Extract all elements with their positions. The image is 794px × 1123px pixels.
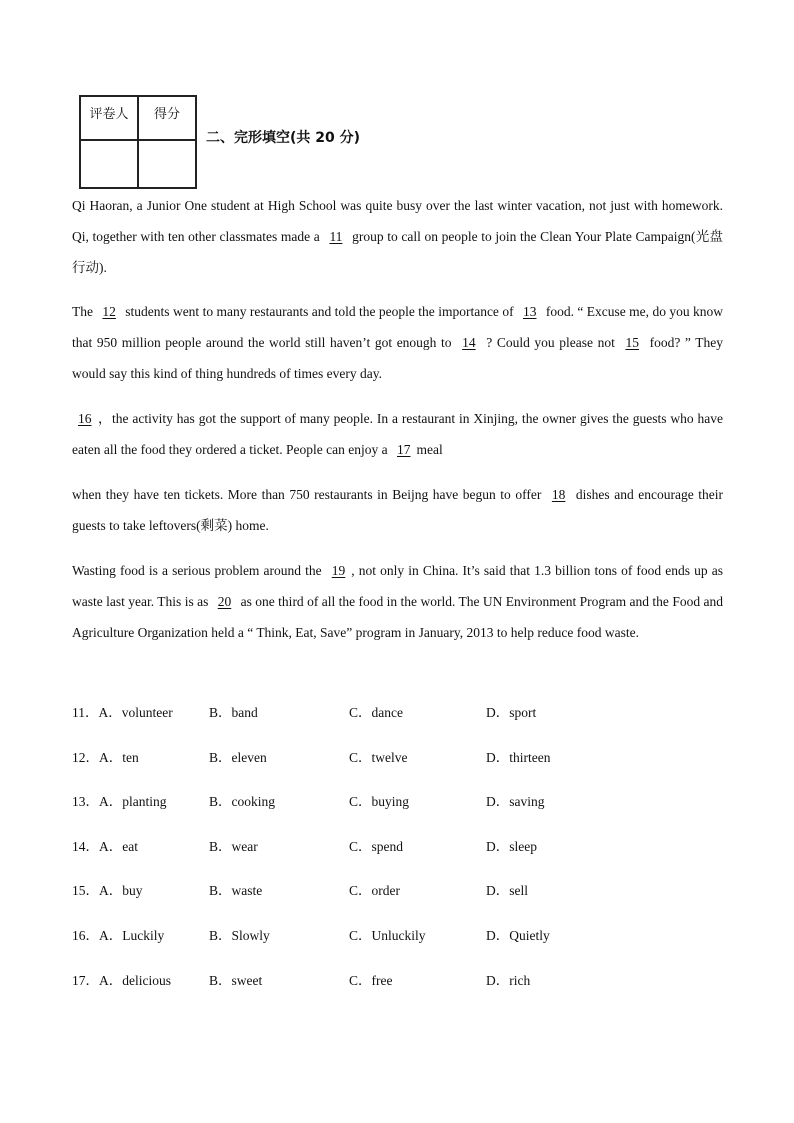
passage-text: food. “ Excuse me, do you know that 950 million people around the world still haven’t got enough to	[72, 304, 723, 350]
passage-text: , not only in China. It’s said that 1.3 billion tons of food ends up as waste last year. This is as	[72, 563, 723, 609]
blank-12[interactable]: 12	[102, 304, 116, 319]
question-options	[72, 697, 723, 1009]
option-d[interactable]: D．Quietly	[486, 927, 550, 943]
option-d[interactable]: D．sport	[486, 705, 537, 720]
question-option-group	[72, 835, 138, 855]
option-b[interactable]: B．Slowly	[209, 927, 270, 943]
question-option-group	[72, 924, 164, 944]
option-c[interactable]: C．free	[349, 972, 393, 988]
question-number: 13．	[72, 794, 99, 810]
passage-text: as one third of all the food in the world. The UN Environment Program and the Food and Agriculture Organization held a “ Think, Eat, Save” program in January, 2013 to help reduce food waste.	[72, 594, 723, 640]
passage-text: Wasting food is a serious problem around the	[72, 563, 326, 578]
passage-paragraph	[72, 479, 723, 541]
passage-text: when they have ten tickets. More than 750 restaurants in Beijng have begun to offer	[72, 487, 546, 502]
blank-20[interactable]: 20	[217, 594, 232, 609]
option-c[interactable]: C．order	[349, 883, 400, 899]
question-number: 17．	[72, 972, 99, 988]
question-row	[72, 831, 723, 876]
blank-16[interactable]: 16	[78, 411, 92, 426]
blank-19[interactable]: 19	[331, 563, 346, 578]
option-d[interactable]: D．sell	[486, 883, 528, 899]
question-row	[72, 965, 723, 1010]
question-row	[72, 742, 723, 787]
passage-text: students went to many restaurants and told the people the importance of	[121, 304, 517, 319]
option-a[interactable]: A．volunteer	[98, 705, 173, 720]
option-c[interactable]: C．dance	[349, 705, 403, 720]
passage-paragraph	[72, 555, 723, 648]
blank-17[interactable]: 17	[397, 442, 411, 457]
passage-text: ，the activity has got the support of many people. In a restaurant in Xinjing, the owner gives the guests who have eaten all the food they ordered a ticket. People can enjoy a	[72, 411, 723, 457]
question-number: 12．	[72, 749, 99, 765]
question-option-group	[72, 969, 171, 989]
option-c[interactable]: C．spend	[349, 838, 403, 854]
question-option-group	[72, 701, 173, 721]
option-b[interactable]: B．waste	[209, 883, 263, 899]
option-a[interactable]: A．delicious	[99, 972, 171, 988]
passage-text: ? Could you please not	[481, 335, 620, 350]
option-a[interactable]: A．planting	[99, 794, 167, 810]
passage-text: food? ” They would say this kind of thing hundreds of times every day.	[72, 335, 723, 381]
question-row	[72, 920, 723, 965]
passage-paragraph	[72, 190, 723, 283]
option-d[interactable]: D．sleep	[486, 838, 537, 854]
score-box	[79, 95, 197, 189]
option-d[interactable]: D．saving	[486, 794, 545, 810]
blank-15[interactable]: 15	[625, 335, 639, 350]
question-row	[72, 786, 723, 831]
question-option-group	[72, 879, 143, 899]
question-number: 15．	[72, 883, 99, 899]
option-a[interactable]: A．buy	[99, 883, 143, 899]
passage-text: The	[72, 304, 97, 319]
passage-text: group to call on people to join the Clean Your Plate Campaign(光盘行动).	[72, 229, 723, 275]
question-option-group	[72, 790, 167, 810]
grader-cell[interactable]	[80, 140, 138, 188]
passage-paragraph	[72, 296, 723, 389]
passage-paragraph	[72, 403, 723, 465]
option-c[interactable]: C．buying	[349, 794, 410, 810]
question-number: 16．	[72, 927, 99, 943]
blank-18[interactable]: 18	[551, 487, 566, 502]
blank-14[interactable]: 14	[462, 335, 476, 350]
question-number: 11．	[72, 705, 99, 720]
passage-text: Qi Haoran, a Junior One student at High School was quite busy over the last winter vacation, not just with homework. Qi, together with ten other classmates made a	[72, 198, 723, 244]
option-b[interactable]: B．cooking	[209, 794, 275, 810]
option-b[interactable]: B．eleven	[209, 749, 267, 765]
option-a[interactable]: A．Luckily	[99, 927, 165, 943]
option-d[interactable]: D．rich	[486, 972, 531, 988]
question-number: 14．	[72, 838, 99, 854]
score-cell[interactable]	[138, 140, 196, 188]
blank-11[interactable]: 11	[329, 229, 343, 244]
grader-label: 评卷人	[80, 96, 138, 140]
question-row	[72, 875, 723, 920]
option-b[interactable]: B．sweet	[209, 972, 263, 988]
passage-text: meal	[416, 442, 443, 457]
option-d[interactable]: D．thirteen	[486, 749, 551, 765]
section-title: 二、完形填空(共 20 分)	[206, 130, 361, 146]
option-b[interactable]: B．wear	[209, 838, 258, 854]
question-option-group	[72, 746, 139, 766]
option-c[interactable]: C．twelve	[349, 749, 408, 765]
score-label: 得分	[138, 96, 196, 140]
passage-text: dishes and encourage their guests to take leftovers(剩菜) home.	[72, 487, 723, 533]
blank-13[interactable]: 13	[522, 304, 537, 319]
question-row	[72, 697, 723, 742]
option-a[interactable]: A．eat	[99, 838, 138, 854]
option-a[interactable]: A．ten	[99, 749, 139, 765]
option-c[interactable]: C．Unluckily	[349, 927, 426, 943]
option-b[interactable]: B．band	[209, 705, 258, 720]
